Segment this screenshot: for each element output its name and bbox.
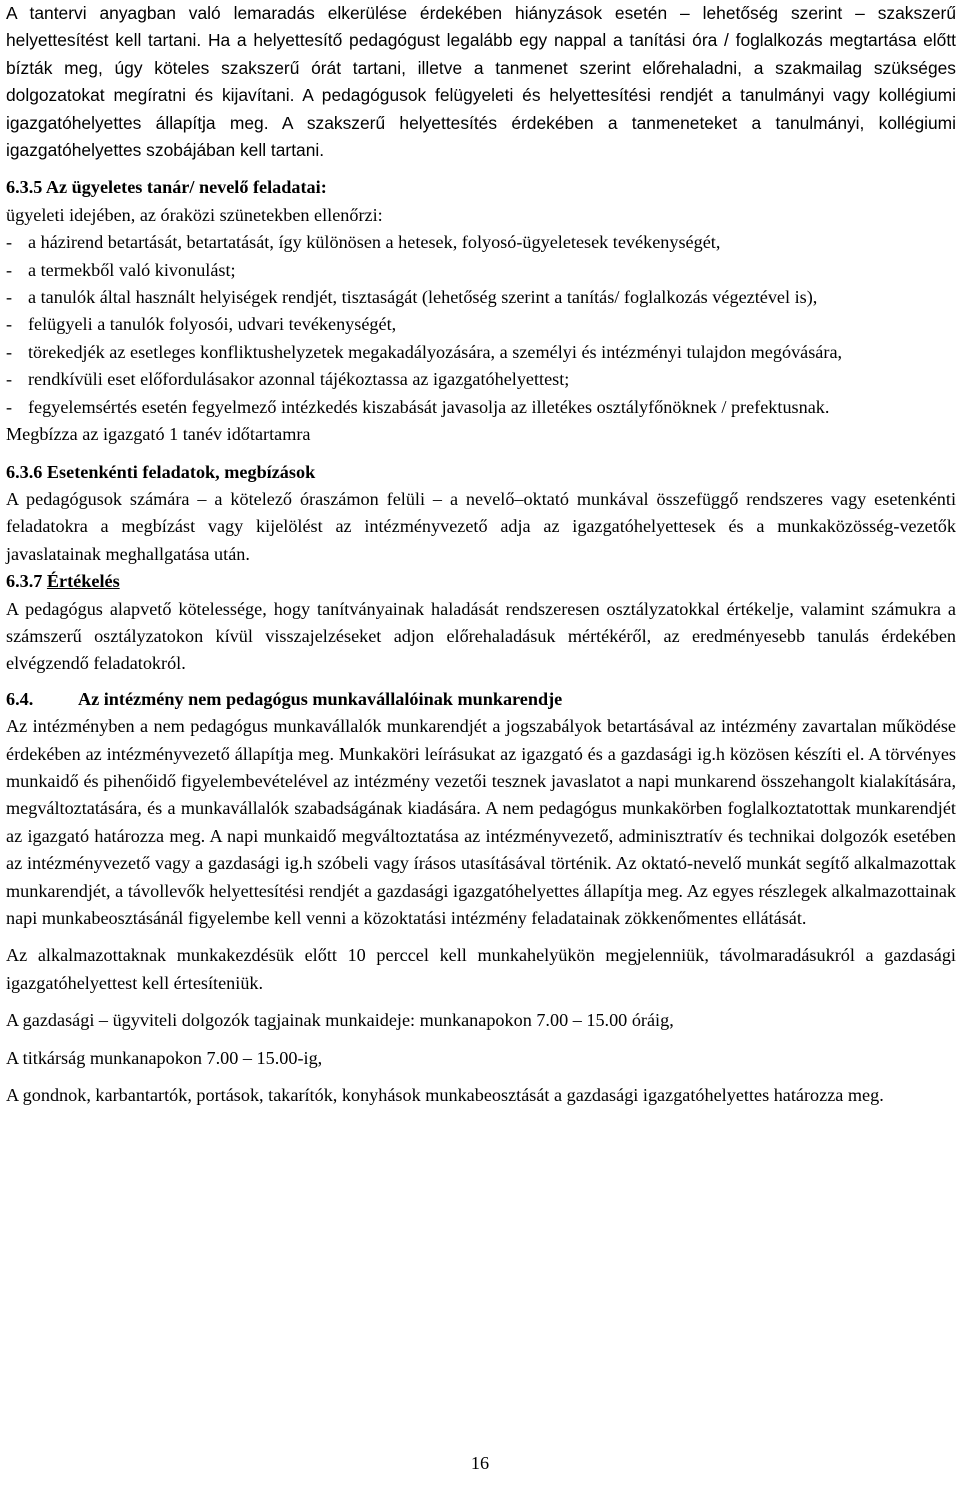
section-heading: 6.3.6 Esetenkénti feladatok, megbízások bbox=[6, 461, 316, 482]
duty-list-item-text: rendkívüli eset előfordulásakor azonnal tájékoztassa az igazgatóhelyettest; bbox=[28, 369, 570, 390]
duty-list-item-text: a házirend betartását, betartatását, így különösen a hetesek, folyosó-ügyeletesek tevékenységét, bbox=[28, 232, 721, 253]
duty-list-item bbox=[6, 229, 956, 256]
duty-list-item-text: a termekből való kivonulást; bbox=[28, 259, 236, 280]
duty-list-item bbox=[6, 366, 956, 393]
section-number: 6.3.7 bbox=[6, 571, 43, 592]
section-6-3-5 bbox=[6, 174, 956, 448]
section-body: A pedagógus alapvető kötelessége, hogy tanítványainak haladását rendszeresen osztályzatokkal értékelje, valamint számukra a számszerű osztályzatokon kívül visszajelzéseket adjon előrehaladásuk mértékéről, az eredményesebb tanulás érdekében elvégzendő feladatokról. bbox=[6, 598, 956, 674]
substitution-paragraph: A tantervi anyagban való lemaradás elkerülése érdekében hiányzások esetén – lehetőség szerint – szakszerű helyettesítést kell tartani. Ha a helyettesítő pedagógust legalább egy nappal a tanítási óra / foglalkozás megtartása előtt bízták meg, úgy köteles szakszerű órát tartani, illetve a tanmenet szerint előrehaladni, a szakmailag szükséges dolgozatokat megíratni és kijavítani. A pedagógusok felügyeleti és helyettesítési rendjét a tanulmányi vagy kollégiumi igazgatóhelyettes állapítja meg. A szakszerű helyettesítés érdekében a tanmeneteket a tanulmányi, kollégiumi igazgatóhelyettes szobájában kell tartani. bbox=[6, 3, 956, 161]
duty-list-item-text: felügyeli a tanulók folyosói, udvari tevékenységét, bbox=[28, 314, 397, 335]
section-body: A pedagógusok számára – a kötelező óraszámon felüli – a nevelő–oktató munkával összefüggő rendszeres vagy esetenkénti feladatokra a megbízást vagy kijelölést az intézményvezető adja az igazgatóhelyettesek és a munkaközösség-vezetők javaslatainak meghallgatása után. bbox=[6, 488, 956, 564]
section-intro: ügyeleti idejében, az óraközi szünetekben ellenőrzi: bbox=[6, 204, 383, 225]
duty-list-item bbox=[6, 339, 956, 366]
page-number: 16 bbox=[470, 1453, 490, 1473]
duty-list-item-text: törekedjék az esetleges konfliktushelyzetek megakadályozására, a személyi és intézményi tulajdon megóvására, bbox=[28, 341, 843, 362]
staff-schedule-paragraph: A gondnok, karbantartók, portások, takarítók, konyhások munkabeosztását a gazdasági igazgatóhelyettes határozza meg. bbox=[6, 1085, 884, 1106]
section-6-4 bbox=[6, 686, 956, 1110]
duty-list-item-text: fegyelemsértés esetén fegyelmező intézkedés kiszabását javasolja az illetékes osztályfőnöknek / prefektusnak. bbox=[28, 396, 830, 417]
duty-list-item bbox=[6, 311, 956, 338]
section-body: Az intézményben a nem pedagógus munkavállalók munkarendjét a jogszabályok betartásával az intézmény zavartalan működése érdekében az intézményvezető állapítja meg. Munkaköri leírásukat az igazgató és a gazdasági ig.h közösen készíti el. A törvényes munkaidő és pihenőidő figyelembevételével az intézmény vezetői tesznek javaslatot a napi munkarend összehangolt kialakítására, megváltoztatására, és a munkavállalók szabadságának kiadására. A nem pedagógus munkakörben foglalkoztatottak munkarendjét az igazgató határozza meg. A napi munkaidő megváltoztatása az intézményvezető, adminisztratív és technikai dolgozók esetében az intézményvezető vagy a gazdasági ig.h szóbeli vagy írásos utasításával történik. Az oktató-nevelő munkát segítő alkalmazottak munkarendjét, a távollevők helyettesítési rendjét a gazdasági igazgatóhelyettes állapítja meg. Az egyes részlegek alkalmazottainak napi munkabeosztásánál figyelembe kell venni a közoktatási intézmény feladatainak zökkenőmentes ellátását. bbox=[6, 716, 956, 928]
dash-bullet: - bbox=[6, 287, 13, 308]
dash-bullet: - bbox=[6, 396, 13, 417]
section-heading bbox=[6, 568, 956, 595]
section-title: Az intézmény nem pedagógus munkavállalóinak munkarendje bbox=[78, 688, 563, 709]
document-page bbox=[6, 0, 956, 1109]
arrival-paragraph: Az alkalmazottaknak munkakezdésük előtt 10 perccel kell munkahelyükön megjelenniük, távolmaradásukról a gazdasági igazgatóhelyettest kell értesíteniük. bbox=[6, 945, 956, 993]
section-title: Értékelés bbox=[46, 571, 120, 592]
section-heading bbox=[6, 686, 956, 713]
section-number: 6.4. bbox=[6, 688, 34, 709]
dash-bullet: - bbox=[6, 232, 13, 253]
dash-bullet: - bbox=[6, 259, 13, 280]
secretariat-hours-paragraph: A titkárság munkanapokon 7.00 – 15.00-ig, bbox=[6, 1047, 323, 1068]
duty-list bbox=[6, 229, 956, 421]
admin-hours-paragraph: A gazdasági – ügyviteli dolgozók tagjainak munkaideje: munkanapokon 7.00 – 15.00 óráig, bbox=[6, 1010, 674, 1031]
dash-bullet: - bbox=[6, 369, 13, 390]
duty-list-item bbox=[6, 257, 956, 284]
dash-bullet: - bbox=[6, 341, 13, 362]
section-closing: Megbízza az igazgató 1 tanév időtartamra bbox=[6, 424, 311, 445]
duty-list-item bbox=[6, 394, 956, 421]
dash-bullet: - bbox=[6, 314, 13, 335]
section-6-3-7 bbox=[6, 568, 956, 678]
section-heading: 6.3.5 Az ügyeletes tanár/ nevelő feladatai: bbox=[6, 177, 327, 198]
section-6-3-6 bbox=[6, 459, 956, 569]
duty-list-item bbox=[6, 284, 956, 311]
duty-list-item-text: a tanulók által használt helyiségek rendjét, tisztaságát (lehetőség szerint a tanítás/ foglalkozás végeztével is), bbox=[28, 287, 818, 308]
